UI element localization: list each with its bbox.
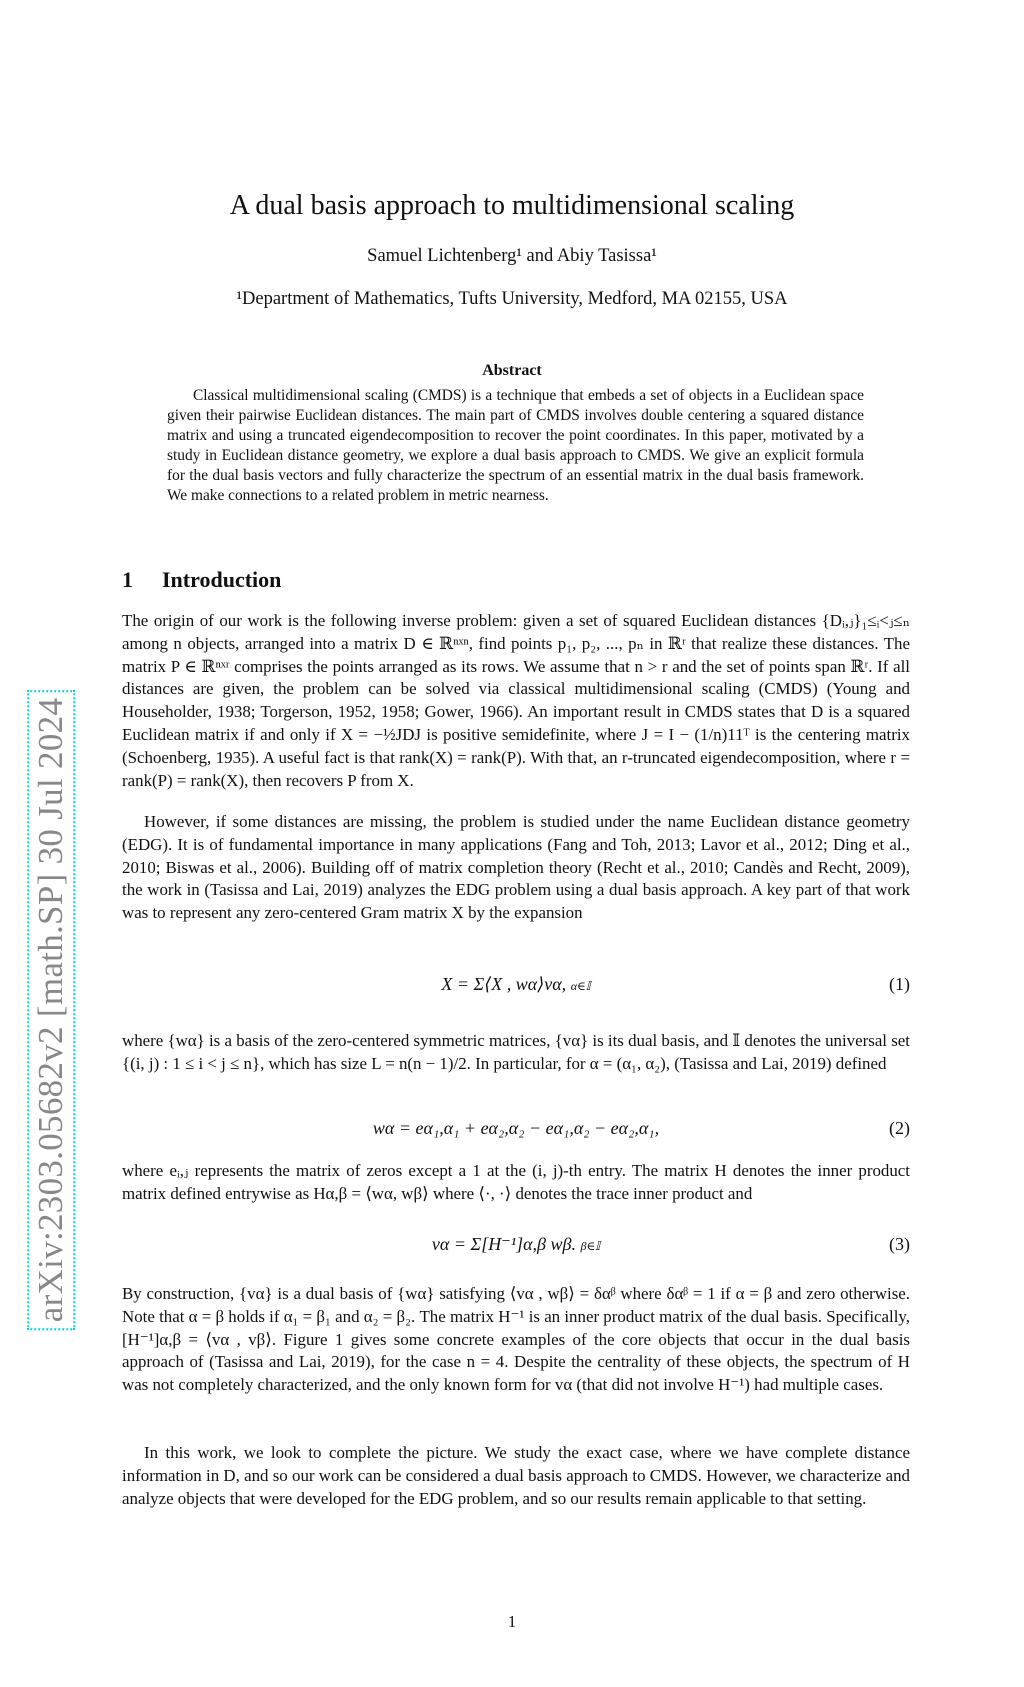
equation-1-number: (1) [889,974,910,994]
equation-1-expression: X = Σ⟨X , wα⟩vα, [441,974,567,994]
equation-3-expression: vα = Σ[H⁻¹]α,β wβ. [431,1234,576,1254]
equation-2-body: wα = eα₁,α₁ + eα₂,α₂ − eα₁,α₂ − eα₂,α₁, [372,1118,660,1138]
section-heading-introduction [122,567,281,593]
paper-title: A dual basis approach to multidimensional scaling [229,190,795,221]
equation-3-sum-index: β∈𝕀 [580,1239,601,1253]
arxiv-identifier: arXiv:2303.05682v2 [math.SP] 30 Jul 2024 [27,690,75,1330]
paragraph-intro-5: By construction, {vα} is a dual basis of {wα} satisfying ⟨vα , wβ⟩ = δαᵝ where δαᵝ = 1 if α = β and zero otherwise. Note that α = β holds if α₁ = β₁ and α₂ = β₂. The matrix H⁻¹ is an inner product matrix of the dual basis. Specifically, [H⁻¹]α,β = ⟨vα , vβ⟩. Figure 1 gives some concrete examples of the core objects that occur in the dual basis approach of (Tasissa and Lai, 2019), for the case n = 4. Despite the centrality of these objects, the spectrum of H was not completely characterized, and the only known form for vα (that did not involve H⁻¹) had multiple cases. [122,1284,910,1395]
paragraph-intro-2: However, if some distances are missing, the problem is studied under the name Euclidean distance geometry (EDG). It is of fundamental importance in many applications (Fang and Toh, 2013; Lavor et al., 2012; Ding et al., 2010; Biswas et al., 2006). Building off of matrix completion theory (Recht et al., 2010; Candès and Recht, 2009), the work in (Tasissa and Lai, 2019) analyzes the EDG problem using a dual basis approach. A key part of that work was to represent any zero-centered Gram matrix X by the expansion [122,812,910,923]
section-number: 1 [122,567,133,592]
equation-1-sum-index: α∈𝕀 [570,979,591,993]
author-affiliation: ¹Department of Mathematics, Tufts University, Medford, MA 02155, USA [236,289,788,309]
equation-1-body [122,974,910,995]
abstract-text: Classical multidimensional scaling (CMDS) is a technique that embeds a set of objects in a Euclidean space given their pairwise Euclidean distances. The main part of CMDS involves double centering a squared distance matrix and using a truncated eigendecomposition to recover the point coordinates. In this paper, motivated by a study in Euclidean distance geometry, we explore a dual basis approach to CMDS. We give an explicit formula for the dual basis vectors and fully characterize the spectrum of an essential matrix in the dual basis framework. We make connections to a related problem in metric nearness. [167,387,864,504]
equation-3-body [122,1234,910,1255]
equation-2 [122,1110,910,1150]
equation-1 [122,966,910,1006]
equation-2-number: (2) [889,1118,910,1138]
paragraph-intro-3: where {wα} is a basis of the zero-centered symmetric matrices, {vα} is its dual basis, and 𝕀 denotes the universal set {(i, j) : 1 ≤ i < j ≤ n}, which has size L = n(n − 1)/2. In particular, for α = (α₁, α₂), (Tasissa and Lai, 2019) defined [122,1031,910,1073]
arxiv-identifier-sidebar [22,690,80,1330]
paper-authors: Samuel Lichtenberg¹ and Abiy Tasissa¹ [367,246,657,266]
section-title: Introduction [162,567,282,592]
equation-3 [122,1226,910,1266]
paragraph-intro-1: The origin of our work is the following inverse problem: given a set of squared Euclidean distances {Dᵢ,ⱼ}₁≤ᵢ<ⱼ≤ₙ among n objects, arranged into a matrix D ∈ ℝⁿˣⁿ, find points p₁, p₂, ..., pₙ in ℝʳ that realize these distances. The matrix P ∈ ℝⁿˣʳ comprises the points arranged as its rows. We assume that n > r and the set of points span ℝʳ. If all distances are given, the problem can be solved via classical multidimensional scaling (CMDS) (Young and Householder, 1938; Torgerson, 1952, 1958; Gower, 1966). An important result in CMDS states that D is a squared Euclidean matrix if and only if X = −½JDJ is positive semidefinite, where J = I − (1/n)11ᵀ is the centering matrix (Schoenberg, 1935). A useful fact is that rank(X) = rank(P). With that, an r-truncated eigendecomposition, where r = rank(P) = rank(X), then recovers P from X. [122,611,910,790]
abstract-heading: Abstract [482,362,542,379]
paragraph-intro-6: In this work, we look to complete the picture. We study the exact case, where we have complete distance information in D, and so our work can be considered a dual basis approach to CMDS. However, we characterize and analyze objects that were developed for the EDG problem, and so our results remain applicable to that setting. [122,1443,910,1508]
equation-3-number: (3) [889,1234,910,1254]
paragraph-intro-4: where eᵢ,ⱼ represents the matrix of zeros except a 1 at the (i, j)-th entry. The matrix H denotes the inner product matrix defined entrywise as Hα,β = ⟨wα, wβ⟩ where ⟨·, ·⟩ denotes the trace inner product and [122,1161,910,1203]
page-number: 1 [507,1612,517,1631]
